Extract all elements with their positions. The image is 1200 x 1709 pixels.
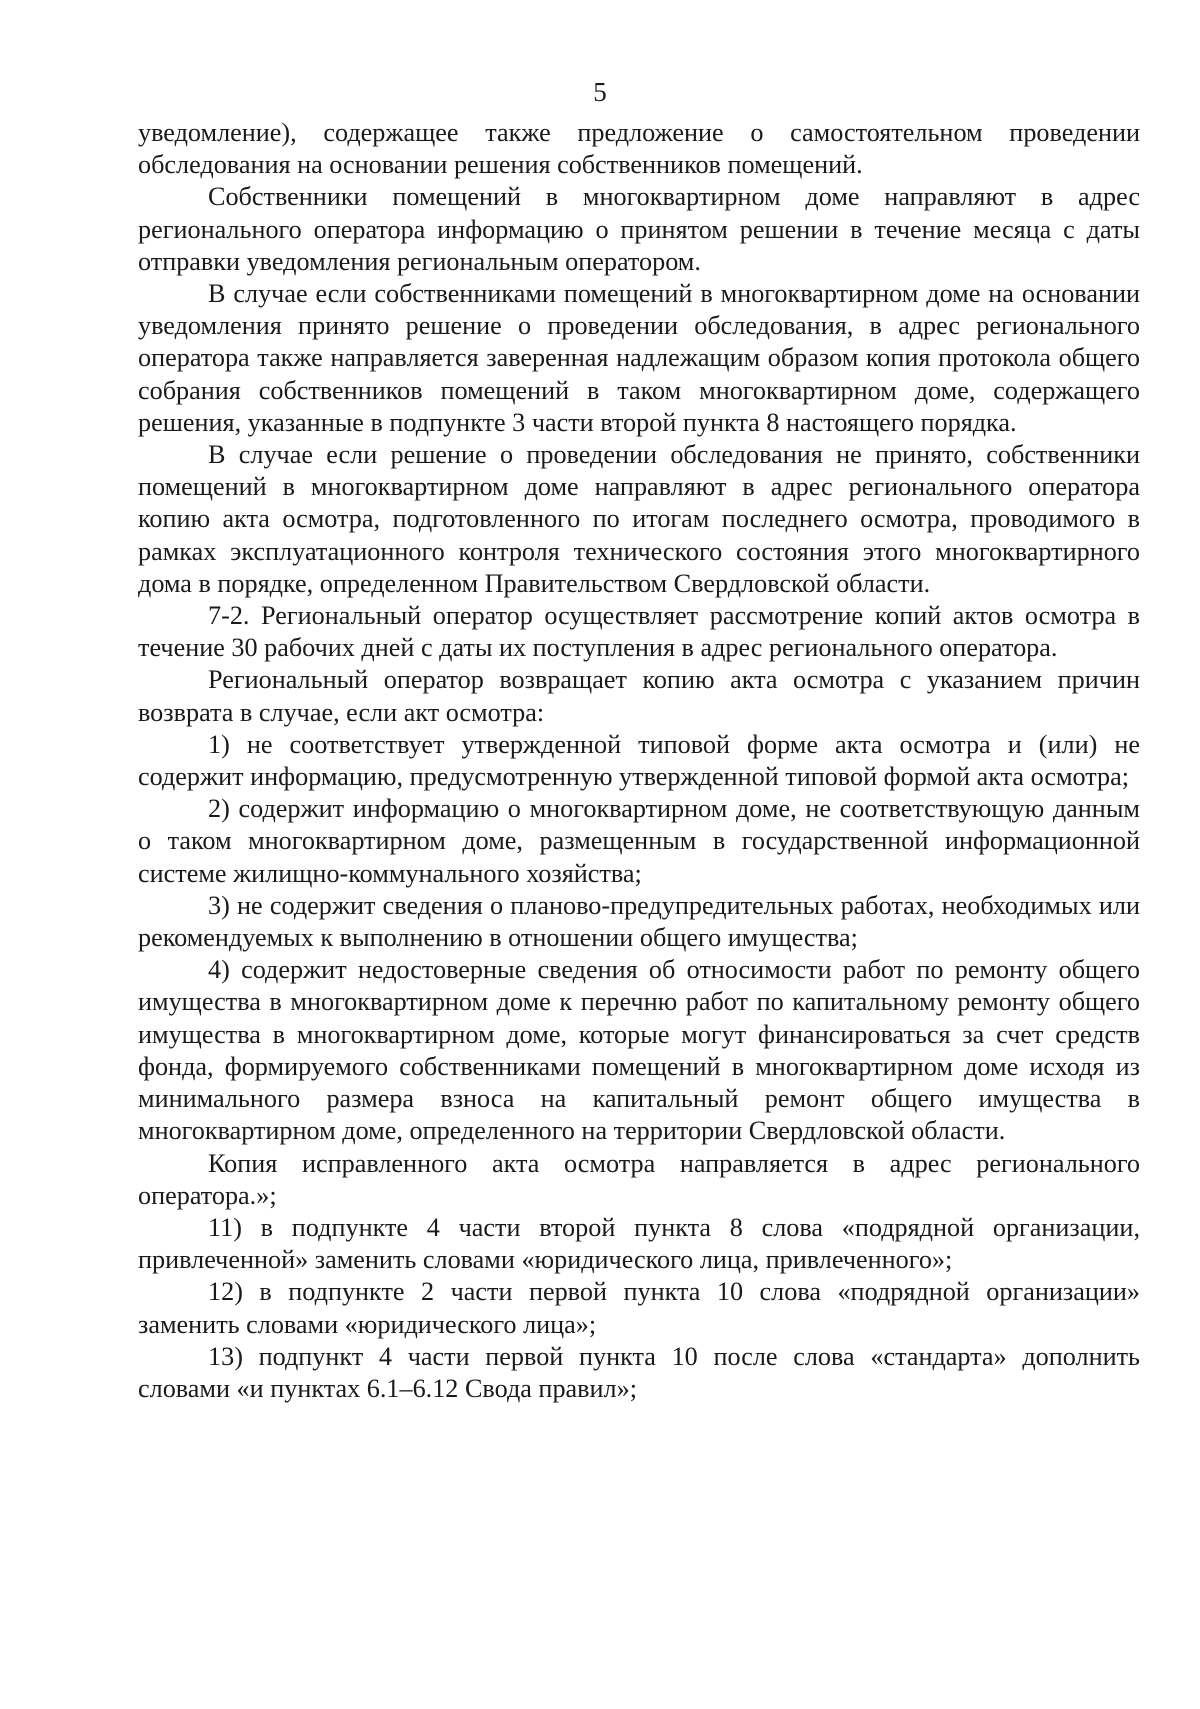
list-item: 1) не соответствует утвержденной типовой форме акта осмотра и (или) не содержит информацию, предусмотренную утвержденной типовой формой акта осмотра;: [138, 729, 1140, 792]
amendment-item: 13) подпункт 4 части первой пункта 10 после слова «стандарта» дополнить словами «и пунктах 6.1–6.12 Свода правил»;: [138, 1341, 1140, 1403]
paragraph: В случае если решение о проведении обследования не принято, собственники помещений в многоквартирном доме направляют в адрес регионального оператора копию акта осмотра, подготовленного по итогам последнего осмотра, проводимого в рамках эксплуатационного контроля технического состояния этого многоквартирного дома в порядке, определенном Правительством Свердловской области.: [138, 440, 1140, 598]
list-item: 3) не содержит сведения о планово-предупредительных работах, необходимых или рекомендуемых к выполнению в отношении общего имущества;: [138, 890, 1140, 953]
list-item: 2) содержит информацию о многоквартирном доме, не соответствующую данным о таком многоквартирном доме, размещенным в государственной информационной системе жилищно-коммунального хозяйства;: [138, 794, 1140, 888]
paragraph: В случае если собственниками помещений в многоквартирном доме на основании уведомления принято решение о проведении обследования, в адрес регионального оператора также направляется заверенная надлежащим образом копия протокола общего собрания собственников помещений в таком многоквартирном доме, содержащего решения, указанные в подпункте 3 части второй пункта 8 настоящего порядка.: [138, 279, 1140, 437]
list-item: 4) содержит недостоверные сведения об относимости работ по ремонту общего имущества в многоквартирном доме к перечню работ по капитальному ремонту общего имущества в многоквартирном доме, которые могут финансироваться за счет средств фонда, формируемого собственниками помещений в многоквартирном доме исходя из минимального размера взноса на капитальный ремонт общего имущества в многоквартирном доме, определенного на территории Свердловской области.: [138, 955, 1140, 1146]
paragraph: 7-2. Региональный оператор осуществляет рассмотрение копий актов осмотра в течение 30 рабочих дней с даты их поступления в адрес регионального оператора.: [138, 601, 1140, 663]
amendment-item: 12) в подпункте 2 части первой пункта 10 слова «подрядной организации» заменить словами «юридического лица»;: [138, 1277, 1140, 1339]
paragraph: Собственники помещений в многоквартирном доме направляют в адрес регионального оператора информацию о принятом решении в течение месяца с даты отправки уведомления региональным оператором.: [138, 182, 1140, 276]
paragraph: Копия исправленного акта осмотра направляется в адрес регионального оператора.»;: [138, 1148, 1140, 1210]
paragraph: Региональный оператор возвращает копию акта осмотра с указанием причин возврата в случае, если акт осмотра:: [138, 665, 1140, 727]
document-body: [138, 117, 1140, 1405]
amendment-item: 11) в подпункте 4 части второй пункта 8 слова «подрядной организации, привлеченной» заменить словами «юридического лица, привлеченного»;: [138, 1212, 1140, 1275]
paragraph: уведомление), содержащее также предложение о самостоятельном проведении обследования на основании решения собственников помещений.: [138, 118, 1140, 180]
page-number: 5: [593, 77, 607, 107]
